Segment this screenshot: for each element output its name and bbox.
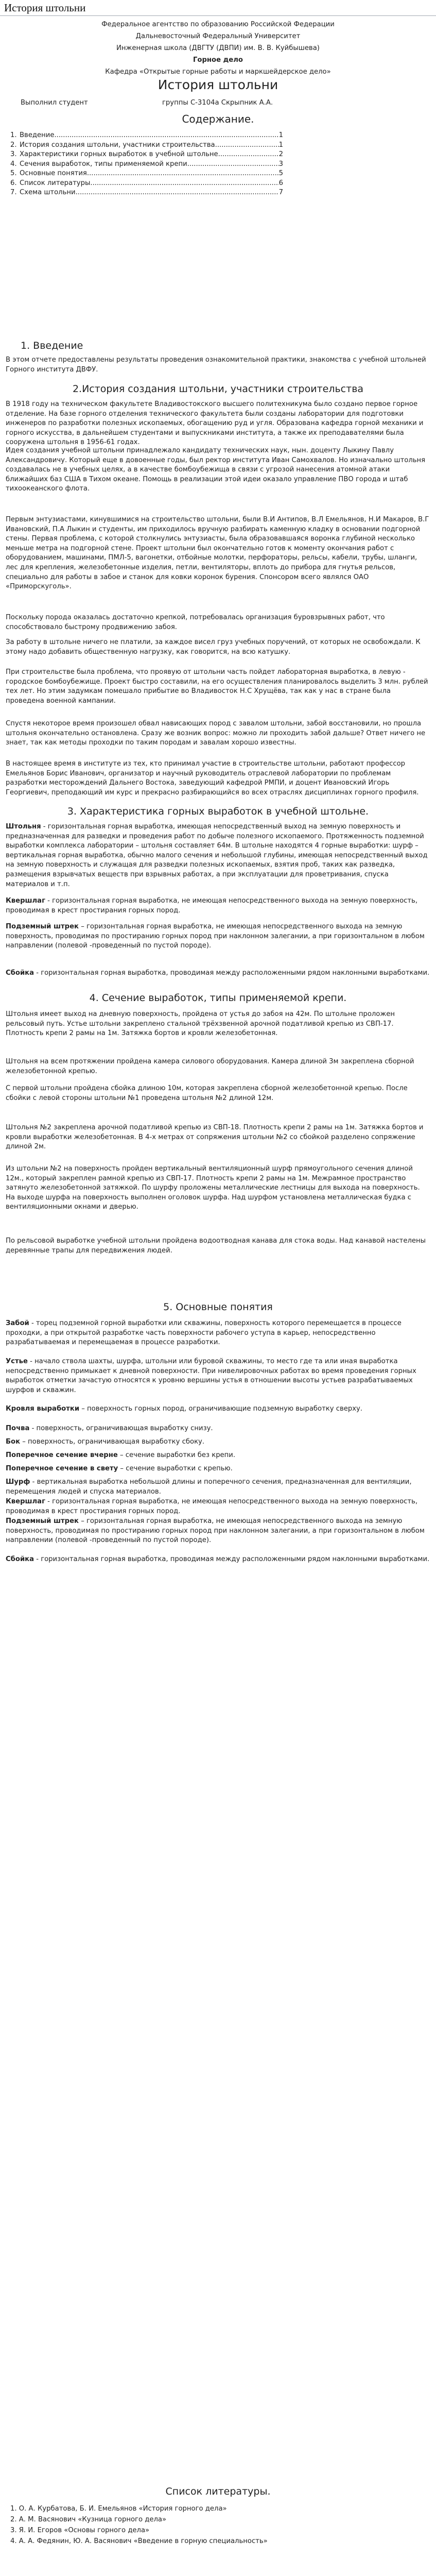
toc-item[interactable]	[10, 179, 283, 189]
history-paragraph-1: В 1918 году на техническом факультете Владивостокского высшего политехникума было создано первое горное отделение. На базе горного отделения технического факультета были созданы лаборатории для подготовки инженеров по разработки полезных ископаемых, обогащению руд и угля. Образована кафедра горной механики и горного искусства, в дальнейшем студентами и выпускниками института, а также их преподавателями была сооружена штольня в 1956-61 годах.	[6, 400, 424, 447]
history-paragraph-8: В настоящее время в институте из тех, кто принимал участие в строительстве штольни, работают профессор Емельянов Борис Иванович, организатор и научный руководитель отраслевой лаборатории по проблемам разработки месторождений Дальнего Востока, заведующий кафедрой РМПИ, и доцент Ивановский Игорь Георгиевич, преподающий им курс и прекрасно разбирающийся во всех отраслях дисциплинах горного профиля.	[6, 760, 419, 796]
concept-item	[6, 1357, 431, 1395]
concept-item	[6, 1451, 431, 1461]
toc-item-number: 3.	[10, 150, 17, 158]
history-paragraph-6: При строительстве была проблема, что проявую от штольни часть пойдет лабораторная выработка, в левую - городское бомбоубежище. Проект быстро составили, на его осуществления планировалось выделить 3 млн. рублей тех лет. Но этим задумкам помешало прибытие во Владивосток Н.С Хрущёва, так как у нас в стране была проведена военной кампании.	[6, 668, 428, 705]
toc-item-number: 1.	[10, 131, 17, 139]
concept-term: Подземный штрек	[6, 1517, 79, 1525]
literature-item: 2. А. М. Васянович «Кузница горного дела»	[10, 2516, 167, 2523]
concept-term: Кровля выработки	[6, 1405, 80, 1413]
concept-definition: - начало ствола шахты, шурфа, штольни или буровой скважины, то место где та или иная выработка непосредственно примыкает к дневной поверхности. При нивелировочных работах во время проведения горных выработок отметки зачастую относятся к уровню вершины устья в отношении высоты устьев разрабатываемых шурфов и скважин.	[6, 1358, 416, 1394]
toc-item-label: Характеристики горных выработок в учебной штольне	[20, 150, 218, 158]
concept-item	[6, 1555, 431, 1565]
toc-item[interactable]	[10, 131, 283, 141]
literature-section	[0, 2486, 436, 2545]
concept-definition: - горизонтальная горная выработка, не имеющая непосредственного выхода на земную поверхность, проводимая в крест простирания горных пород.	[6, 1498, 418, 1515]
literature-item: 4. А. А. Федянин, Ю. А. Васянович «Введение в горную специальность»	[10, 2537, 268, 2545]
concept-definition: - торец подземной горной выработки или скважины, поверхность которого перемещается в процессе проходки, а при открытой разработке часть поверхности рабочего уступа в карьер, непосредственно разрабатываемая и перемещаемая в процессе разработки.	[6, 1319, 402, 1347]
toc-leader-dots	[218, 150, 279, 160]
chair-line: Кафедра «Открытые горные работы и маркшейдерское дело»	[105, 68, 331, 76]
concept-term: Сбойка	[6, 1555, 34, 1563]
contents-heading: Содержание.	[182, 113, 254, 125]
toc-leader-dots	[87, 169, 279, 179]
concept-item	[6, 1437, 431, 1447]
term-shtolnya-definition: - горизонтальная горная выработка, имеющая непосредственный выход на земную поверхность и предназначенная для разведки и проведения работ по добыче полезного ископаемого. Протяженность подземной выработки комплекса лаборатории – штольня составляет 64м. В штольне находятся 4 горные выработки: шурф – вертикальная горная выработка, обычно малого сечения и небольшой глубины, имеющая непосредственный выход на земную поверхность и служащая для разведки полезных ископаемых, взятия проб, таких как разведка, размещения взрывчатых веществ при взрывных работах, а при эксплуатации для проветривания, спуска материалов и т.п.	[6, 823, 428, 888]
term-sboyka: Сбойка	[6, 969, 34, 977]
toc-item-label: Введение	[20, 131, 55, 139]
toc-item-page: 2	[278, 150, 283, 158]
characteristics-paragraph-4	[6, 969, 431, 978]
toc-item-label: Основные понятия	[20, 170, 87, 177]
toc-leader-dots	[215, 141, 279, 150]
toc-leader-dots	[187, 160, 279, 170]
performed-by-label: Выполнил студент	[21, 99, 88, 107]
toc-item-number: 6.	[10, 179, 17, 187]
toc-item-number: 5.	[10, 170, 17, 177]
history-paragraph-3: Первым энтузиастами, кинувшимися на строительство штольни, были В.И Антипов, В.Л Емельянов, Н.И Макаров, В.Г Ивановский, П.А Лыкин и студенты, им приходилось вручную разбирать каменную кладку в основании подгорной стены. Первая проблема, с которой столкнулись энтузиасты, была образовавшаяся воронка глубиной несколько меньше метра на подгорной стене. Проект штольни был окончательно готов к моменту окончания работ с оборудованием, машинами, ПМЛ-5, вагонетки, отбойные молотки, перфораторы, рельсы, кабели, трубы, шланги, лес для крепления, железобетонные изделия, петли, вентиляторы, вплоть до прибора для гнутья рельсов, специально для работы в забое и станок для ковки коронок бурения. Спонсором всего являлся ОАО «Приморскуголь».	[6, 516, 429, 591]
history-paragraph-4: Поскольку порода оказалась достаточно крепкой, потребовалась организация буровзрывных работ, что способствовало быстрому продвижению забоя.	[6, 614, 385, 631]
support-paragraph-4: Штольня №2 закреплена арочной податливой крепью из СВП-18. Плотность крепи 2 рамы на 1м. Затяжка бортов и кровли выработки железобетонная. В 4-х метрах от сопряжения штольни №2 со сбойкой разделено сопряжение длиной 2м.	[6, 1124, 424, 1151]
history-heading: 2.История создания штольни, участники строительства	[72, 383, 364, 395]
concept-definition: - горизонтальная горная выработка, проводимая между расположенными рядом наклонными выработками.	[34, 1555, 430, 1563]
concept-item	[6, 1424, 431, 1434]
concept-item	[6, 1404, 431, 1414]
support-paragraph-2: Штольня на всем протяжении пройдена камера силового оборудования. Камера длиной 3м закреплена сборной железобетонной крепью.	[6, 1058, 414, 1075]
term-shtrek-definition: – горизонтальная горная выработка, не имеющая непосредственного выхода на земную поверхность, проводимая по простиранию горных пород при наклонном залегании, а при горизонтальном в любом направлении (полевой -проведенный по пустой породе).	[6, 923, 425, 950]
toc-leader-dots	[76, 188, 279, 198]
term-kvershlag: Квершлаг	[6, 897, 45, 905]
history-paragraph-5: За работу в штольне ничего не платили, за каждое висел груз учебных поручений, от которых не освобождали. К этому надо добавить общественную нагрузку, как говорится, на всю катушку.	[6, 638, 421, 656]
toc-item-label: Список литературы	[20, 179, 91, 187]
toc-item-page: 6	[278, 179, 283, 187]
toc-item-label: История создания штольни, участники строительства	[20, 141, 215, 149]
toc-item-page: 7	[278, 189, 283, 196]
term-sboyka-definition: - горизонтальная горная выработка, проводимая между расположенными рядом наклонными выработками.	[34, 969, 430, 977]
concept-definition: – горизонтальная горная выработка, не имеющая непосредственного выхода на земную поверхность, проводимая по простиранию горных пород при наклонном залегании, а при горизонтальном в любом направлении (полевой -проведенный по пустой породе).	[6, 1517, 425, 1545]
concept-term: Поперечное сечение вчерне	[6, 1451, 118, 1459]
toc-item-label: Схема штольни	[20, 189, 76, 196]
literature-item: 1. О. А. Курбатова, Б. И. Емельянов «История горного дела»	[10, 2505, 227, 2513]
concept-term: Устье	[6, 1358, 28, 1365]
window-title: История штольни	[4, 2, 86, 14]
group-student-label: группы С-3104а Скрыпник А.А.	[162, 99, 273, 107]
term-shtrek: Подземный штрек	[6, 923, 79, 930]
document-title: История штольни	[158, 77, 278, 92]
literature-item: 3. Я. И. Егоров «Основы горного дела»	[10, 2527, 150, 2534]
toc-item-page: 1	[278, 131, 283, 139]
table-of-contents	[10, 131, 283, 198]
concept-definition: – сечение выработки с крепью.	[118, 1465, 233, 1472]
support-paragraph-1: Штольня имеет выход на дневную поверхность, пройдена от устья до забоя на 42м. По штольне проложен рельсовый путь. Устье штольни закреплено стальной трёхзвенной арочной податливой крепью из СВП-17. Плотность крепи 2 рамы на 1м. Затяжка бортов и кровли железобетонная.	[6, 1010, 395, 1038]
toc-item[interactable]	[10, 141, 283, 150]
literature-list	[10, 2503, 422, 2547]
toc-item-page: 5	[278, 170, 283, 177]
toc-item[interactable]	[10, 169, 283, 179]
concept-term: Бок	[6, 1438, 21, 1446]
concept-term: Квершлаг	[6, 1498, 45, 1505]
toc-item-number: 2.	[10, 141, 17, 149]
support-heading: 4. Сечение выработок, типы применяемой крепи.	[89, 992, 347, 1004]
intro-heading: 1. Введение	[21, 340, 83, 351]
characteristics-paragraph-1	[6, 822, 431, 889]
history-paragraph-2: Идея создания учебной штольни принадлежало кандидату технических наук, нын. доценту Лыкину Павлу Александровичу. Который еще в довоенные годы, был ректор института Иван Самохвалов. Но изначально штольня создавалась не в учебных целях, а в качестве бомбоубежища в связи с угрозой нанесения атомной атаки ближайших баз США в Тихом океане. Помощь в реализации этой идеи оказало управление ПВО города и штаб тихоокеанского флота.	[6, 447, 426, 493]
support-paragraph-5: Из штольни №2 на поверхность пройден вертикальный вентиляционный шурф прямоугольного сечения длиной 12м., который закреплен рамной крепью из СВП-17. Плотность крепи 2 рамы на 1м. Межрамное пространство затянуто железобетонной затяжкой. По шурфу проложены металлические лестницы для выхода на поверхность. На выходе шурфа на поверхность выполнен оголовок шурфа. Над шурфом установлена металлическая будка с вентиляционными окнами и дверью.	[6, 1165, 420, 1211]
term-kvershlag-definition: - горизонтальная горная выработка, не имеющая непосредственного выхода на земную поверхность, проводимая в крест простирания горных пород.	[6, 897, 418, 914]
concept-definition: – сечение выработки без крепи.	[117, 1451, 236, 1459]
concept-term: Поперечное сечение в свету	[6, 1465, 118, 1472]
toc-item-page: 3	[278, 160, 283, 168]
characteristics-paragraph-3	[6, 922, 431, 951]
intro-paragraph: В этом отчете предоставлены результаты проведения ознакомительной практики, знакомства с учебной штольней Горного института ДВФУ.	[6, 356, 426, 374]
toc-leader-dots	[54, 131, 278, 141]
concept-definition: - поверхность, ограничивающая выработку снизу.	[29, 1425, 213, 1432]
characteristics-heading: 3. Характеристика горных выработок в учебной штольне.	[67, 806, 369, 817]
characteristics-paragraph-2	[6, 896, 431, 916]
literature-heading: Список литературы.	[165, 2486, 271, 2497]
toc-item[interactable]	[10, 150, 283, 160]
concept-term: Шурф	[6, 1478, 30, 1486]
term-shtolnya: Штольня	[6, 823, 41, 831]
window-title-bar	[0, 0, 436, 16]
concept-item	[6, 1319, 431, 1348]
concept-definition: - вертикальная выработка небольшой длины и поперечного сечения, предназначенная для вентиляции, перемещения людей и спуска материалов.	[6, 1478, 412, 1496]
concept-definition: – поверхность горных пород, ограничивающие подземную выработку сверху.	[79, 1405, 363, 1413]
concept-item	[6, 1497, 431, 1516]
concept-term: Забой	[6, 1319, 29, 1327]
concept-item	[6, 1517, 431, 1546]
department-field-line: Горное дело	[193, 56, 243, 64]
toc-item[interactable]	[10, 160, 283, 170]
toc-item[interactable]	[10, 188, 283, 198]
agency-line: Федеральное агентство по образованию Российской Федерации	[101, 21, 335, 28]
toc-item-label: Сечения выработок, типы применяемой крепи	[20, 160, 187, 168]
support-paragraph-6: По рельсовой выработке учебной штольни пройдена водоотводная канава для стока воды. Над канавой настелены деревянные трапы для передвижения людей.	[6, 1237, 426, 1255]
toc-item-page: 1	[278, 141, 283, 149]
concept-term: Почва	[6, 1425, 30, 1432]
toc-item-number: 7.	[10, 189, 17, 196]
concepts-heading: 5. Основные понятия	[163, 1301, 273, 1313]
toc-item-number: 4.	[10, 160, 17, 168]
toc-leader-dots	[90, 179, 278, 189]
support-paragraph-3: С первой штольни пройдена сбойка длиною 10м, которая закреплена сборной железобетонной крепью. После сбойки с левой стороны штольни №1 проведена штольня №2 длиной 12м.	[6, 1084, 408, 1102]
history-paragraph-7: Спустя некоторое время произошел обвал нависающих пород с завалом штольни, забой восстановили, но прошла штольня окончательно остановлена. Сразу же возник вопрос: можно ли проходить забой дальше? Ответ ничего не знает, так как методы проходки по таким породам и завалам хорошо известны.	[6, 720, 426, 747]
university-line: Дальневосточный Федеральный Университет	[135, 32, 301, 40]
concept-item	[6, 1478, 431, 1497]
school-line: Инженерная школа (ДВГТУ (ДВПИ) им. В. В. Куйбышева)	[116, 44, 320, 52]
concept-item	[6, 1464, 431, 1474]
concept-definition: – поверхность, ограничивающая выработку сбоку.	[20, 1438, 205, 1446]
